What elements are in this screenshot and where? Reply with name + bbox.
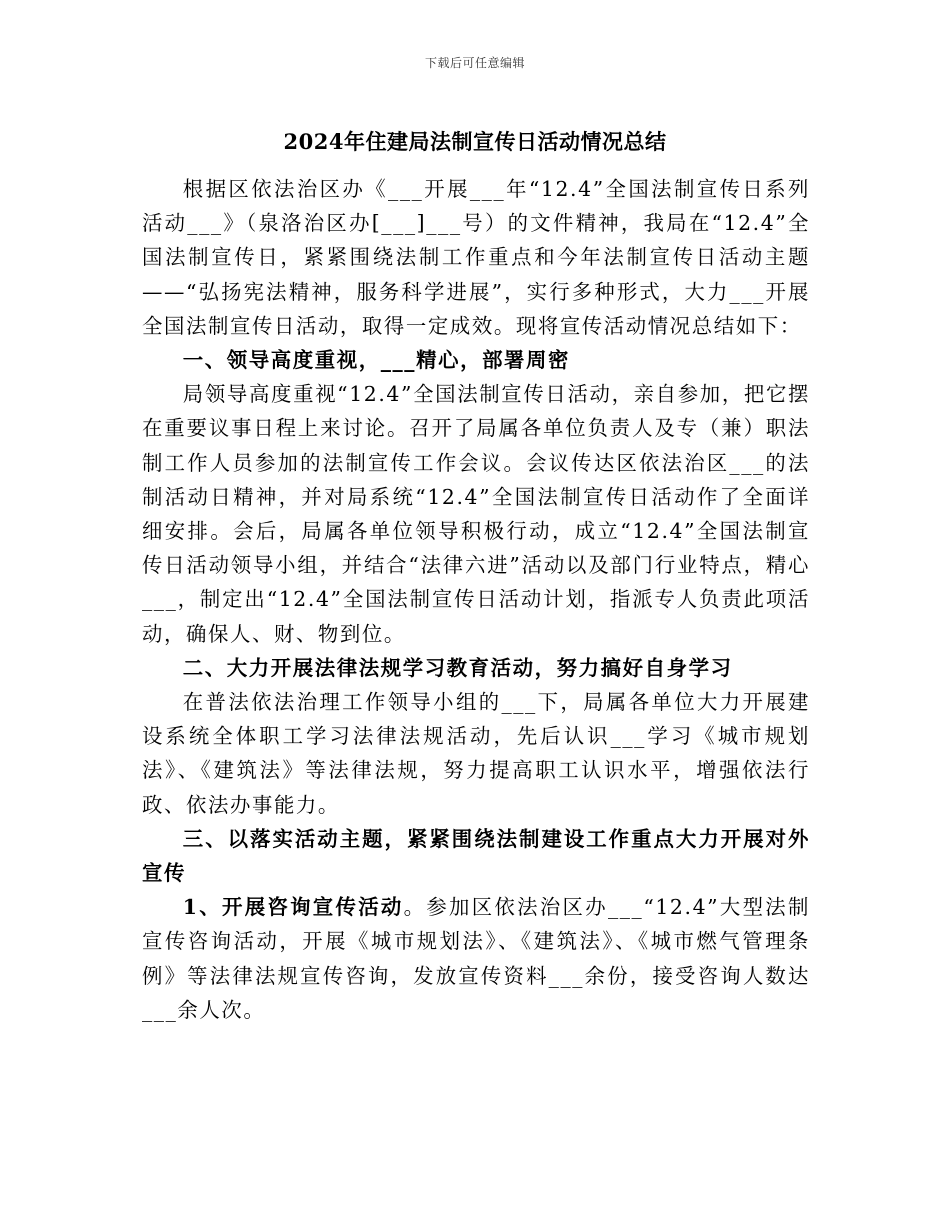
paragraph-section-1: 局领导高度重视“12.4”全国法制宣传日活动，亲自参加，把它摆在重要议事日程上来讨论。召开了局属各单位负责人及专（兼）职法制工作人员参加的法制宣传工作会议。会议传达区依法治区___的法制活动日精神，并对局系统“12.4”全国法制宣传日活动作了全面详细安排。会后，局属各单位领导积极行动，成立“12.4”全国法制宣传日活动领导小组，并结合“法律六进”活动以及部门行业特点，精心___，制定出“12.4”全国法制宣传日活动计划，指派专人负责此项活动，确保人、财、物到位。 [142,382,810,646]
paragraph-intro: 根据区依法治区办《___开展___年“12.4”全国法制宣传日系列活动___》（泉洛治区办[___]___号）的文件精神，我局在“12.4”全国法制宣传日，紧紧围绕法制工作重点和今年法制宣传日活动主题——“弘扬宪法精神，服务科学进展”，实行多种形式，大力___开展全国法制宣传日活动，取得一定成效。现将宣传活动情况总结如下： [142,177,810,338]
item-text: 。参加区依法治区办___“12.4”大型法制宣传咨询活动，开展《城市规划法》、《建筑法》、《城市燃气管理条例》等法律法规宣传咨询，发放宣传资料___余份，接受咨询人数达___余人次。 [142,895,810,1022]
document-body [142,172,810,1027]
section-heading-3: 三、以落实活动主题，紧紧围绕法制建设工作重点大力开展对外宣传 [142,826,810,886]
section-heading-2: 二、大力开展法律法规学习教育活动，努力搞好自身学习 [182,655,733,680]
header-note: 下载后可任意编辑 [424,56,525,70]
item-lead: 1、开展咨询宣传活动 [182,895,404,920]
document-title: 2024年住建局法制宣传日活动情况总结 [283,129,667,154]
section-heading-1: 一、领导高度重视，___精心，部署周密 [182,348,571,373]
paragraph-section-2: 在普法依法治理工作领导小组的___下，局属各单位大力开展建设系统全体职工学习法律法规活动，先后认识___学习《城市规划法》、《建筑法》等法律法规，努力提高职工认识水平，增强依法行政、依法办事能力。 [142,690,810,817]
paragraph-section-3-item-1 [142,890,810,1027]
